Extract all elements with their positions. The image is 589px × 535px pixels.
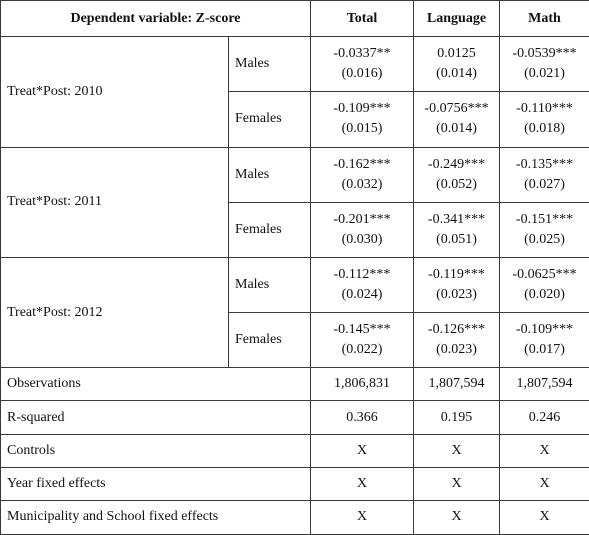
estimate-cell [414, 257, 500, 312]
value-cell: 1,806,831 [311, 368, 414, 401]
column-header-total: Total [311, 1, 414, 37]
gender-label: Females [229, 92, 311, 147]
row-label: Observations [1, 368, 311, 401]
value-cell: X [500, 434, 589, 467]
coefficient: -0.341*** [427, 211, 486, 227]
estimate-cell [311, 202, 414, 257]
standard-error: (0.023) [436, 287, 477, 303]
coefficient: -0.0337** [333, 46, 391, 62]
estimate-cell [500, 92, 589, 147]
header-row [1, 1, 589, 37]
estimate-cell [414, 37, 500, 92]
coefficient: -0.151*** [515, 211, 574, 227]
value-cell: X [414, 500, 500, 534]
standard-error: (0.052) [436, 176, 477, 192]
coefficient: -0.201*** [333, 211, 391, 227]
table-row [1, 257, 589, 312]
coefficient: -0.112*** [333, 267, 391, 283]
standard-error: (0.018) [524, 121, 565, 137]
coefficient: -0.162*** [333, 156, 391, 172]
coefficient: -0.109*** [515, 322, 574, 338]
estimate-cell [311, 313, 414, 368]
standard-error: (0.032) [341, 176, 383, 192]
row-label: Year fixed effects [1, 467, 311, 500]
estimate-cell [414, 92, 500, 147]
value-cell: 0.366 [311, 401, 414, 434]
coefficient: -0.135*** [515, 156, 574, 172]
coefficient: -0.249*** [427, 156, 486, 172]
standard-error: (0.027) [524, 176, 565, 192]
standard-error: (0.016) [341, 66, 383, 82]
estimate-cell [500, 37, 589, 92]
value-cell: X [500, 467, 589, 500]
value-cell: X [414, 434, 500, 467]
standard-error: (0.051) [436, 231, 477, 247]
coefficient: -0.0756*** [424, 101, 489, 117]
row-label: R-squared [1, 401, 311, 434]
value-cell: 0.246 [500, 401, 589, 434]
row-label: Controls [1, 434, 311, 467]
table-row [1, 147, 589, 202]
municipality-school-fixed-effects-row [1, 500, 589, 534]
coefficient: -0.0539*** [512, 46, 577, 62]
estimate-cell [414, 202, 500, 257]
estimate-cell [500, 313, 589, 368]
value-cell: X [311, 500, 414, 534]
column-header-language: Language [414, 1, 500, 37]
gender-label: Males [229, 37, 311, 92]
standard-error: (0.021) [524, 66, 565, 82]
estimate-cell [414, 313, 500, 368]
value-cell: X [414, 467, 500, 500]
standard-error: (0.017) [524, 342, 565, 358]
estimate-cell [414, 147, 500, 202]
estimate-cell [500, 147, 589, 202]
row-label: Municipality and School fixed effects [1, 500, 311, 534]
gender-label: Males [229, 257, 311, 312]
gender-label: Females [229, 202, 311, 257]
estimate-cell [311, 92, 414, 147]
estimate-cell [311, 257, 414, 312]
coefficient: -0.0625*** [512, 267, 577, 283]
value-cell: 1,807,594 [414, 368, 500, 401]
standard-error: (0.030) [341, 231, 383, 247]
table-row [1, 37, 589, 92]
value-cell: X [500, 500, 589, 534]
group-label-2012: Treat*Post: 2012 [1, 257, 229, 367]
standard-error: (0.022) [341, 342, 383, 358]
standard-error: (0.014) [436, 66, 477, 82]
standard-error: (0.020) [524, 287, 565, 303]
value-cell: X [311, 467, 414, 500]
value-cell: X [311, 434, 414, 467]
coefficient: -0.110*** [516, 101, 573, 117]
dependent-variable-header: Dependent variable: Z-score [1, 1, 311, 37]
estimate-cell [500, 202, 589, 257]
value-cell: 0.195 [414, 401, 500, 434]
coefficient: -0.119*** [428, 267, 485, 283]
year-fixed-effects-row [1, 467, 589, 500]
coefficient: -0.109*** [333, 101, 391, 117]
r-squared-row [1, 401, 589, 434]
gender-label: Females [229, 313, 311, 368]
estimate-cell [311, 37, 414, 92]
group-label-2010: Treat*Post: 2010 [1, 37, 229, 147]
coefficient: -0.145*** [333, 322, 391, 338]
gender-label: Males [229, 147, 311, 202]
standard-error: (0.014) [436, 121, 477, 137]
estimate-cell [500, 257, 589, 312]
standard-error: (0.024) [341, 287, 383, 303]
column-header-math: Math [500, 1, 589, 37]
observations-row [1, 368, 589, 401]
coefficient: -0.126*** [427, 322, 486, 338]
value-cell: 1,807,594 [500, 368, 589, 401]
standard-error: (0.015) [341, 121, 383, 137]
standard-error: (0.025) [524, 231, 565, 247]
standard-error: (0.023) [436, 342, 477, 358]
controls-row [1, 434, 589, 467]
coefficient: 0.0125 [437, 46, 476, 62]
estimate-cell [311, 147, 414, 202]
group-label-2011: Treat*Post: 2011 [1, 147, 229, 257]
